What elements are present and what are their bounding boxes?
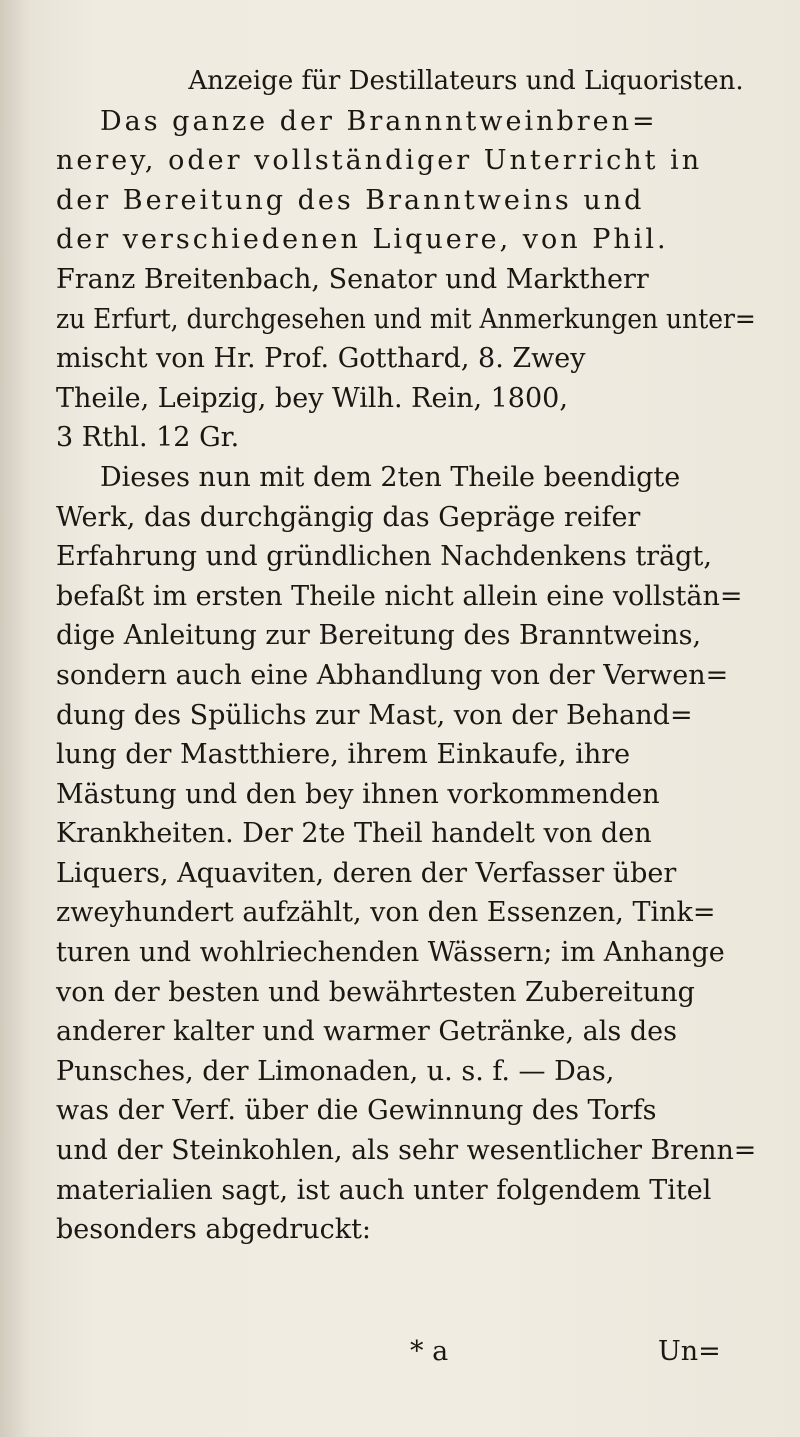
text-line: Liquers, Aquaviten, deren der Verfasser über — [56, 857, 677, 889]
text-line: Erfahrung und gründlichen Nachdenkens trägt, — [56, 541, 712, 573]
body-text — [56, 62, 756, 1250]
text-line: Krankheiten. Der 2te Theil handelt von den — [56, 818, 652, 850]
page-fold-shadow — [0, 0, 30, 1437]
text-line: besonders abgedruckt: — [56, 1214, 372, 1246]
catchword: Un= — [658, 1336, 721, 1367]
text-line: anderer kalter und warmer Getränke, als des — [56, 1016, 677, 1048]
text-line: was der Verf. über die Gewinnung des Torfs — [56, 1095, 657, 1127]
text-line: befaßt im ersten Theile nicht allein eine vollstän= — [56, 580, 743, 612]
text-line: Dieses nun mit dem 2ten Theile beendigte — [100, 461, 681, 493]
text-line: der verschiedenen Liquere, von Phil. — [56, 224, 669, 256]
text-line: der Bereitung des Branntweins und — [56, 184, 645, 216]
text-line: 3 Rthl. 12 Gr. — [56, 422, 240, 454]
text-line: Theile, Leipzig, bey Wilh. Rein, 1800, — [56, 382, 568, 414]
text-line: sondern auch eine Abhandlung von der Verwen= — [56, 659, 729, 691]
text-line: Mästung und den bey ihnen vorkommenden — [56, 778, 660, 810]
text-line: materialien sagt, ist auch unter folgendem Titel — [56, 1174, 712, 1206]
text-line: Punsches, der Limonaden, u. s. f. — Das, — [56, 1055, 615, 1087]
text-line: turen und wohlriechenden Wässern; im Anhange — [56, 937, 725, 969]
text-line: zweyhundert aufzählt, von den Essenzen, Tink= — [56, 897, 716, 929]
text-line: zu Erfurt, durchgesehen und mit Anmerkungen unter= — [56, 303, 756, 335]
page-footer — [0, 1336, 800, 1376]
heading: Anzeige für Destillateurs und Liquoristen. — [188, 66, 744, 96]
text-line: von der besten und bewährtesten Zubereitung — [56, 976, 695, 1008]
text-line: Werk, das durchgängig das Gepräge reifer — [56, 501, 641, 533]
text-line: Franz Breitenbach, Senator und Marktherr — [56, 263, 649, 295]
text-line: nerey, oder vollständiger Unterricht in — [56, 145, 703, 177]
text-line: und der Steinkohlen, als sehr wesentlicher Brenn= — [56, 1135, 757, 1167]
text-line: dige Anleitung zur Bereitung des Branntweins, — [56, 620, 702, 652]
text-line: dung des Spülichs zur Mast, von der Behand= — [56, 699, 693, 731]
text-line: Das ganze der Brannntweinbren= — [100, 105, 658, 137]
text-line: lung der Mastthiere, ihrem Einkaufe, ihre — [56, 739, 631, 771]
signature-mark: * a — [410, 1336, 449, 1367]
text-line: mischt von Hr. Prof. Gotthard, 8. Zwey — [56, 343, 586, 375]
